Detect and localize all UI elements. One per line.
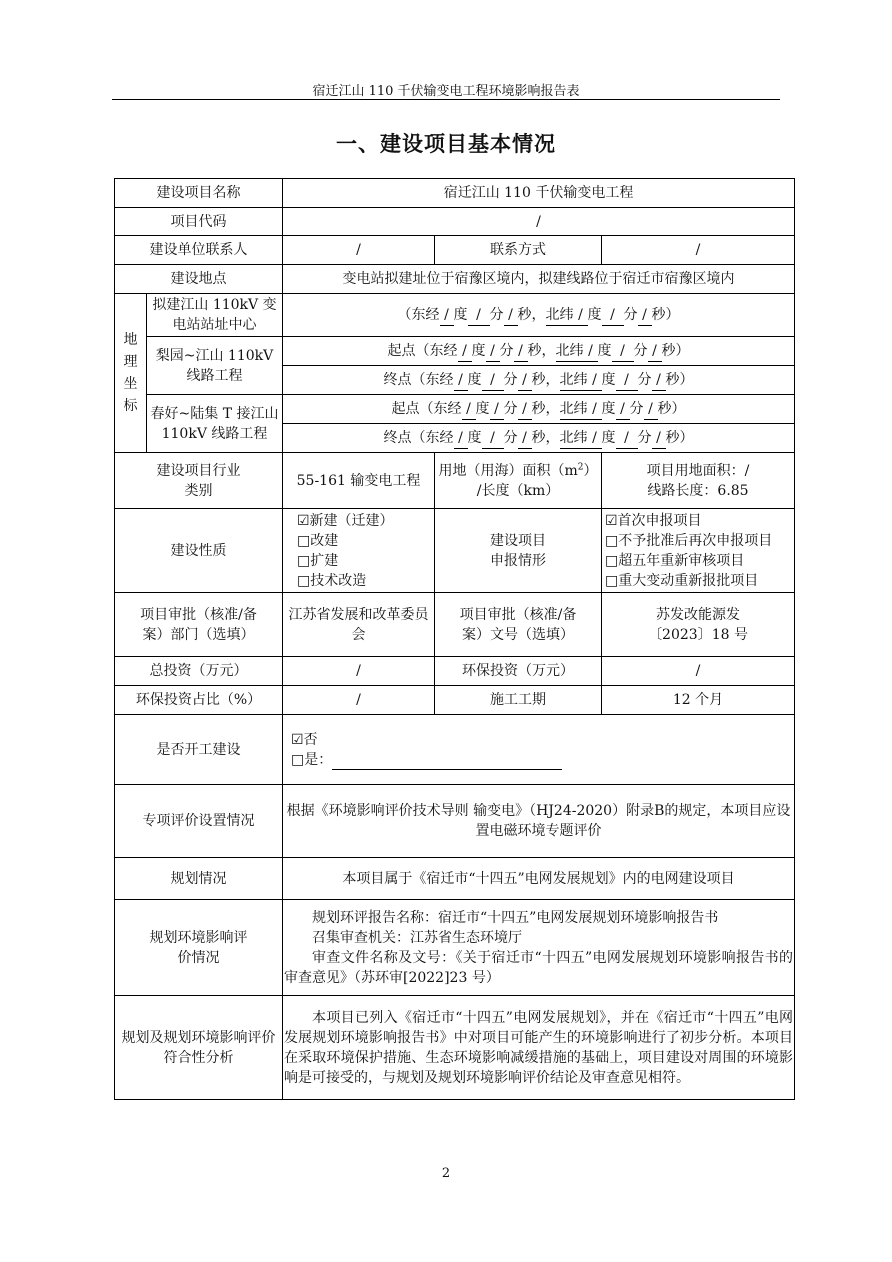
nature-option-expand: □扩建 — [297, 552, 339, 569]
table-row — [115, 179, 795, 208]
phone-value: / — [602, 236, 795, 265]
nature-option-rebuild: □改建 — [297, 532, 339, 549]
table-row — [115, 657, 795, 686]
started-option-no: ☑否 — [291, 731, 318, 748]
table-row — [115, 715, 795, 785]
name-label: 建设项目名称 — [115, 179, 283, 208]
code-value: / — [283, 208, 795, 236]
table-row — [115, 337, 795, 366]
table-row — [115, 294, 795, 337]
started-label: 是否开工建设 — [115, 715, 283, 785]
declare-label: 建设项目申报情形 — [435, 509, 602, 593]
name-value: 宿迁江山 110 千伏输变电工程 — [283, 179, 795, 208]
special-label: 专项评价设置情况 — [115, 785, 283, 858]
approval-no-label: 项目审批（核准/备案）文号（选填） — [435, 593, 602, 657]
table-row — [115, 208, 795, 236]
special-value: 根据《环境影响评价技术导则 输变电》（HJ24-2020）附录B的规定，本项目应设置电磁环境专题评价 — [283, 785, 795, 858]
nature-option-new: ☑新建（迁建） — [297, 512, 394, 529]
period-value: 12 个月 — [602, 686, 795, 715]
env-invest-label: 环保投资（万元） — [435, 657, 602, 686]
declare-option-major: □重大变动重新报批项目 — [605, 572, 759, 589]
table-row — [115, 509, 795, 593]
env-ratio-label: 环保投资占比（%） — [115, 686, 283, 715]
table-row — [115, 236, 795, 265]
approval-no-value: 苏发改能源发〔2023〕18 号 — [602, 593, 795, 657]
declare-options — [602, 509, 795, 593]
env-ratio-value: / — [283, 686, 435, 715]
table-row — [115, 395, 795, 424]
conformity-value: 本项目已列入《宿迁市“十四五”电网发展规划》，并在《宿迁市“十四五”电网发展规划环境影响报告书》中对项目可能产生的环境影响进行了初步分析。本项目在采取环境保护措施、生态环境影响减缓措施的基础上，项目建设对周围的环境影响是可接受的，与规划及规划环境影响评价结论及审查意见相符。 — [283, 996, 795, 1100]
approval-dept-value: 江苏省发展和改革委员会 — [283, 593, 435, 657]
table-row — [115, 785, 795, 858]
geo-label-text: 地理坐标 — [123, 332, 138, 414]
conformity-label: 规划及规划环境影响评价符合性分析 — [115, 996, 283, 1100]
running-header: 宿迁江山 110 千伏输变电工程环境影响报告表 — [312, 84, 580, 99]
started-option-yes: □是： — [291, 750, 791, 770]
nature-label: 建设性质 — [115, 509, 283, 593]
table-row — [115, 858, 795, 900]
page-number: 2 — [441, 1166, 451, 1181]
nature-options — [283, 509, 435, 593]
geo-item-label: 春好~陆集 T 接江山 110kV 线路工程 — [147, 395, 283, 453]
geo-coordinate-line1-end: 终点（东经 / 度 / 分 / 秒，北纬 / 度 / 分 / 秒） — [283, 366, 795, 395]
code-label: 项目代码 — [115, 208, 283, 236]
section-title: 一、建设项目基本情况 — [336, 132, 556, 156]
table-row — [115, 265, 795, 294]
geo-item-label: 拟建江山 110kV 变电站站址中心 — [147, 294, 283, 337]
contact-value: / — [283, 236, 435, 265]
declare-option-resubmit: □不予批准后再次申报项目 — [605, 532, 773, 549]
table-row — [115, 900, 795, 996]
industry-value: 55-161 输变电工程 — [283, 453, 435, 509]
plan-eia-label: 规划环境影响评价情况 — [115, 900, 283, 996]
total-invest-label: 总投资（万元） — [115, 657, 283, 686]
started-options — [283, 715, 795, 785]
area-value: 项目用地面积：/ 线路长度：6.85 — [602, 453, 795, 509]
declare-option-first: ☑首次申报项目 — [605, 512, 702, 529]
started-blank-line — [332, 755, 562, 770]
env-invest-value: / — [602, 657, 795, 686]
project-info-table — [114, 178, 795, 1100]
plan-label: 规划情况 — [115, 858, 283, 900]
area-label: 用地（用海）面积$(m^2)$ /长度（km） — [435, 453, 602, 509]
geo-coordinate-line1-start: 起点（东经 / 度 / 分 / 秒，北纬 / 度 / 分 / 秒） — [283, 337, 795, 366]
period-label: 施工工期 — [435, 686, 602, 715]
nature-option-tech: □技术改造 — [297, 572, 367, 589]
table-row — [115, 593, 795, 657]
plan-value: 本项目属于《宿迁市“十四五”电网发展规划》内的电网建设项目 — [283, 858, 795, 900]
site-value: 变电站拟建址位于宿豫区境内，拟建线路位于宿迁市宿豫区境内 — [283, 265, 795, 294]
industry-label: 建设项目行业类别 — [115, 453, 283, 509]
total-invest-value: / — [283, 657, 435, 686]
contact-label: 建设单位联系人 — [115, 236, 283, 265]
geo-coordinate-line2-start: 起点（东经 / 度 / 分 / 秒，北纬 / 度 / 分 / 秒） — [283, 395, 795, 424]
site-label: 建设地点 — [115, 265, 283, 294]
plan-eia-value: 规划环评报告名称：宿迁市“十四五”电网发展规划环境影响报告书 召集审查机关：江苏省生态环境厅 审查文件名称及文号：《关于宿迁市“十四五”电网发展规划环境影响报告书的审查意见》（苏环审[2022]23 号） — [283, 900, 795, 996]
phone-label: 联系方式 — [435, 236, 602, 265]
geo-item-label: 梨园~江山 110kV 线路工程 — [147, 337, 283, 395]
approval-dept-label: 项目审批（核准/备案）部门（选填） — [115, 593, 283, 657]
table-row — [115, 453, 795, 509]
geo-coordinate-substation: （东经 / 度 / 分 / 秒，北纬 / 度 / 分 / 秒） — [283, 294, 795, 337]
table-row — [115, 686, 795, 715]
table-row — [115, 996, 795, 1100]
header-rule — [112, 99, 780, 100]
declare-option-review: □超五年重新审核项目 — [605, 552, 745, 569]
geo-label — [115, 294, 147, 453]
geo-coordinate-line2-end: 终点（东经 / 度 / 分 / 秒，北纬 / 度 / 分 / 秒） — [283, 424, 795, 453]
